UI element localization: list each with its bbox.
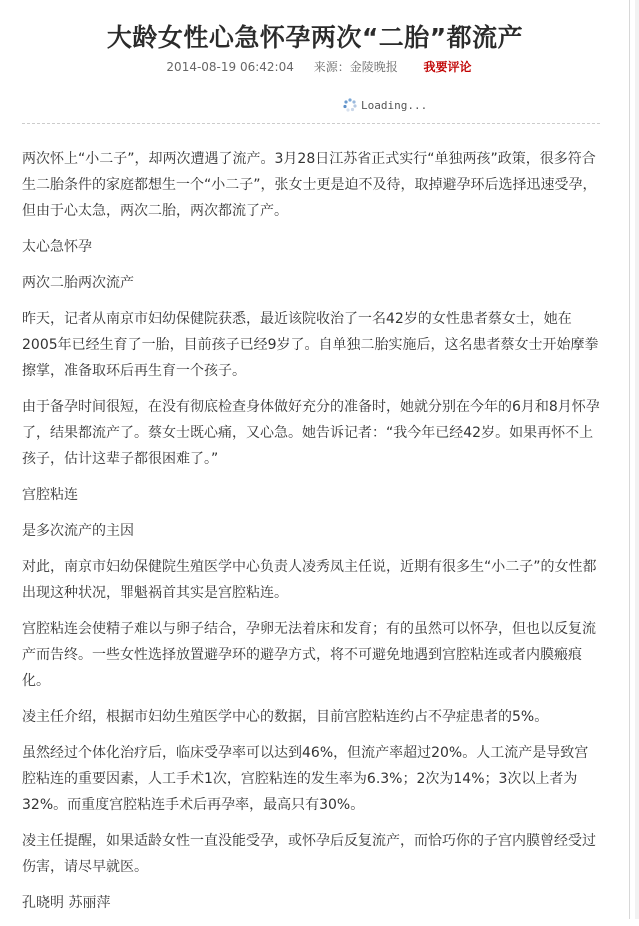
comment-link[interactable]: 我要评论 (423, 60, 472, 74)
paragraph: 凌主任提醒，如果适龄女性一直没能受孕，或怀孕后反复流产，而恰巧你的子宫内膜曾经受过伤害，请尽早就医。 (22, 833, 596, 875)
loading-spinner-icon (343, 98, 357, 112)
article-body (22, 146, 600, 926)
subheading-2: 两次二胎两次流产 (22, 275, 134, 291)
scrollbar-track[interactable] (635, 0, 639, 919)
subheading-4: 是多次流产的主因 (22, 523, 134, 539)
paragraph: 虽然经过个体化治疗后，临床受孕率可以达到46%，但流产率超过20%。人工流产是导致宫腔粘连的重要因素，人工手术1次，宫腔粘连的发生率为6.3%；2次为14%；3次以上者为32%。而重度宫腔粘连手术后再孕率，最高只有30%。 (22, 745, 589, 813)
paragraph: 对此，南京市妇幼保健院生殖医学中心负责人凌秀凤主任说，近期有很多生“小二子”的女性都出现这种状况，罪魁祸首其实是宫腔粘连。 (22, 559, 597, 601)
paragraph: 昨天，记者从南京市妇幼保健院获悉，最近该院收治了一名42岁的女性患者蔡女士，她在2005年已经生育了一胎，目前孩子已经9岁了。自单独二胎实施后，这名患者蔡女士开始摩拳擦掌，准备取环后再生育一个孩子。 (22, 311, 599, 379)
paragraph-intro: 两次怀上“小二子”，却两次遭遇了流产。3月28日江苏省正式实行“单独两孩”政策，很多符合生二胎条件的家庭都想生一个“小二子”，张女士更是迫不及待，取掉避孕环后选择迅速受孕，但由于心太急，两次二胎，两次都流了产。 (22, 151, 597, 219)
paragraph: 由于备孕时间很短，在没有彻底检查身体做好充分的准备时，她就分别在今年的6月和8月怀孕了，结果都流产了。蔡女士既心痛，又心急。她告诉记者：“我今年已经42岁。如果再怀不上孩子，估计这辈子都很困难了。” (22, 399, 600, 467)
loading-indicator (343, 98, 427, 112)
article-title: 大龄女性心急怀孕两次“二胎”都流产 (106, 23, 524, 52)
publish-date: 2014-08-19 06:42:04 (166, 60, 294, 74)
subheading-3: 宫腔粘连 (22, 487, 78, 503)
article-meta (0, 58, 630, 75)
loading-text: Loading... (361, 98, 428, 112)
subheading-1: 太心急怀孕 (22, 239, 92, 255)
paragraph: 宫腔粘连会使精子难以与卵子结合，孕卵无法着床和发育；有的虽然可以怀孕，但也以反复流产而告终。一些女性选择放置避孕环的避孕方式，将不可避免地遇到宫腔粘连或者内膜瘢痕化。 (22, 621, 596, 689)
paragraph: 凌主任介绍，根据市妇幼生殖医学中心的数据，目前宫腔粘连约占不孕症患者的5%。 (22, 709, 549, 725)
article-source: 来源：金陵晚报 (313, 60, 398, 74)
header-divider (22, 123, 600, 124)
author-byline: 孔晓明 苏丽萍 (22, 895, 111, 911)
